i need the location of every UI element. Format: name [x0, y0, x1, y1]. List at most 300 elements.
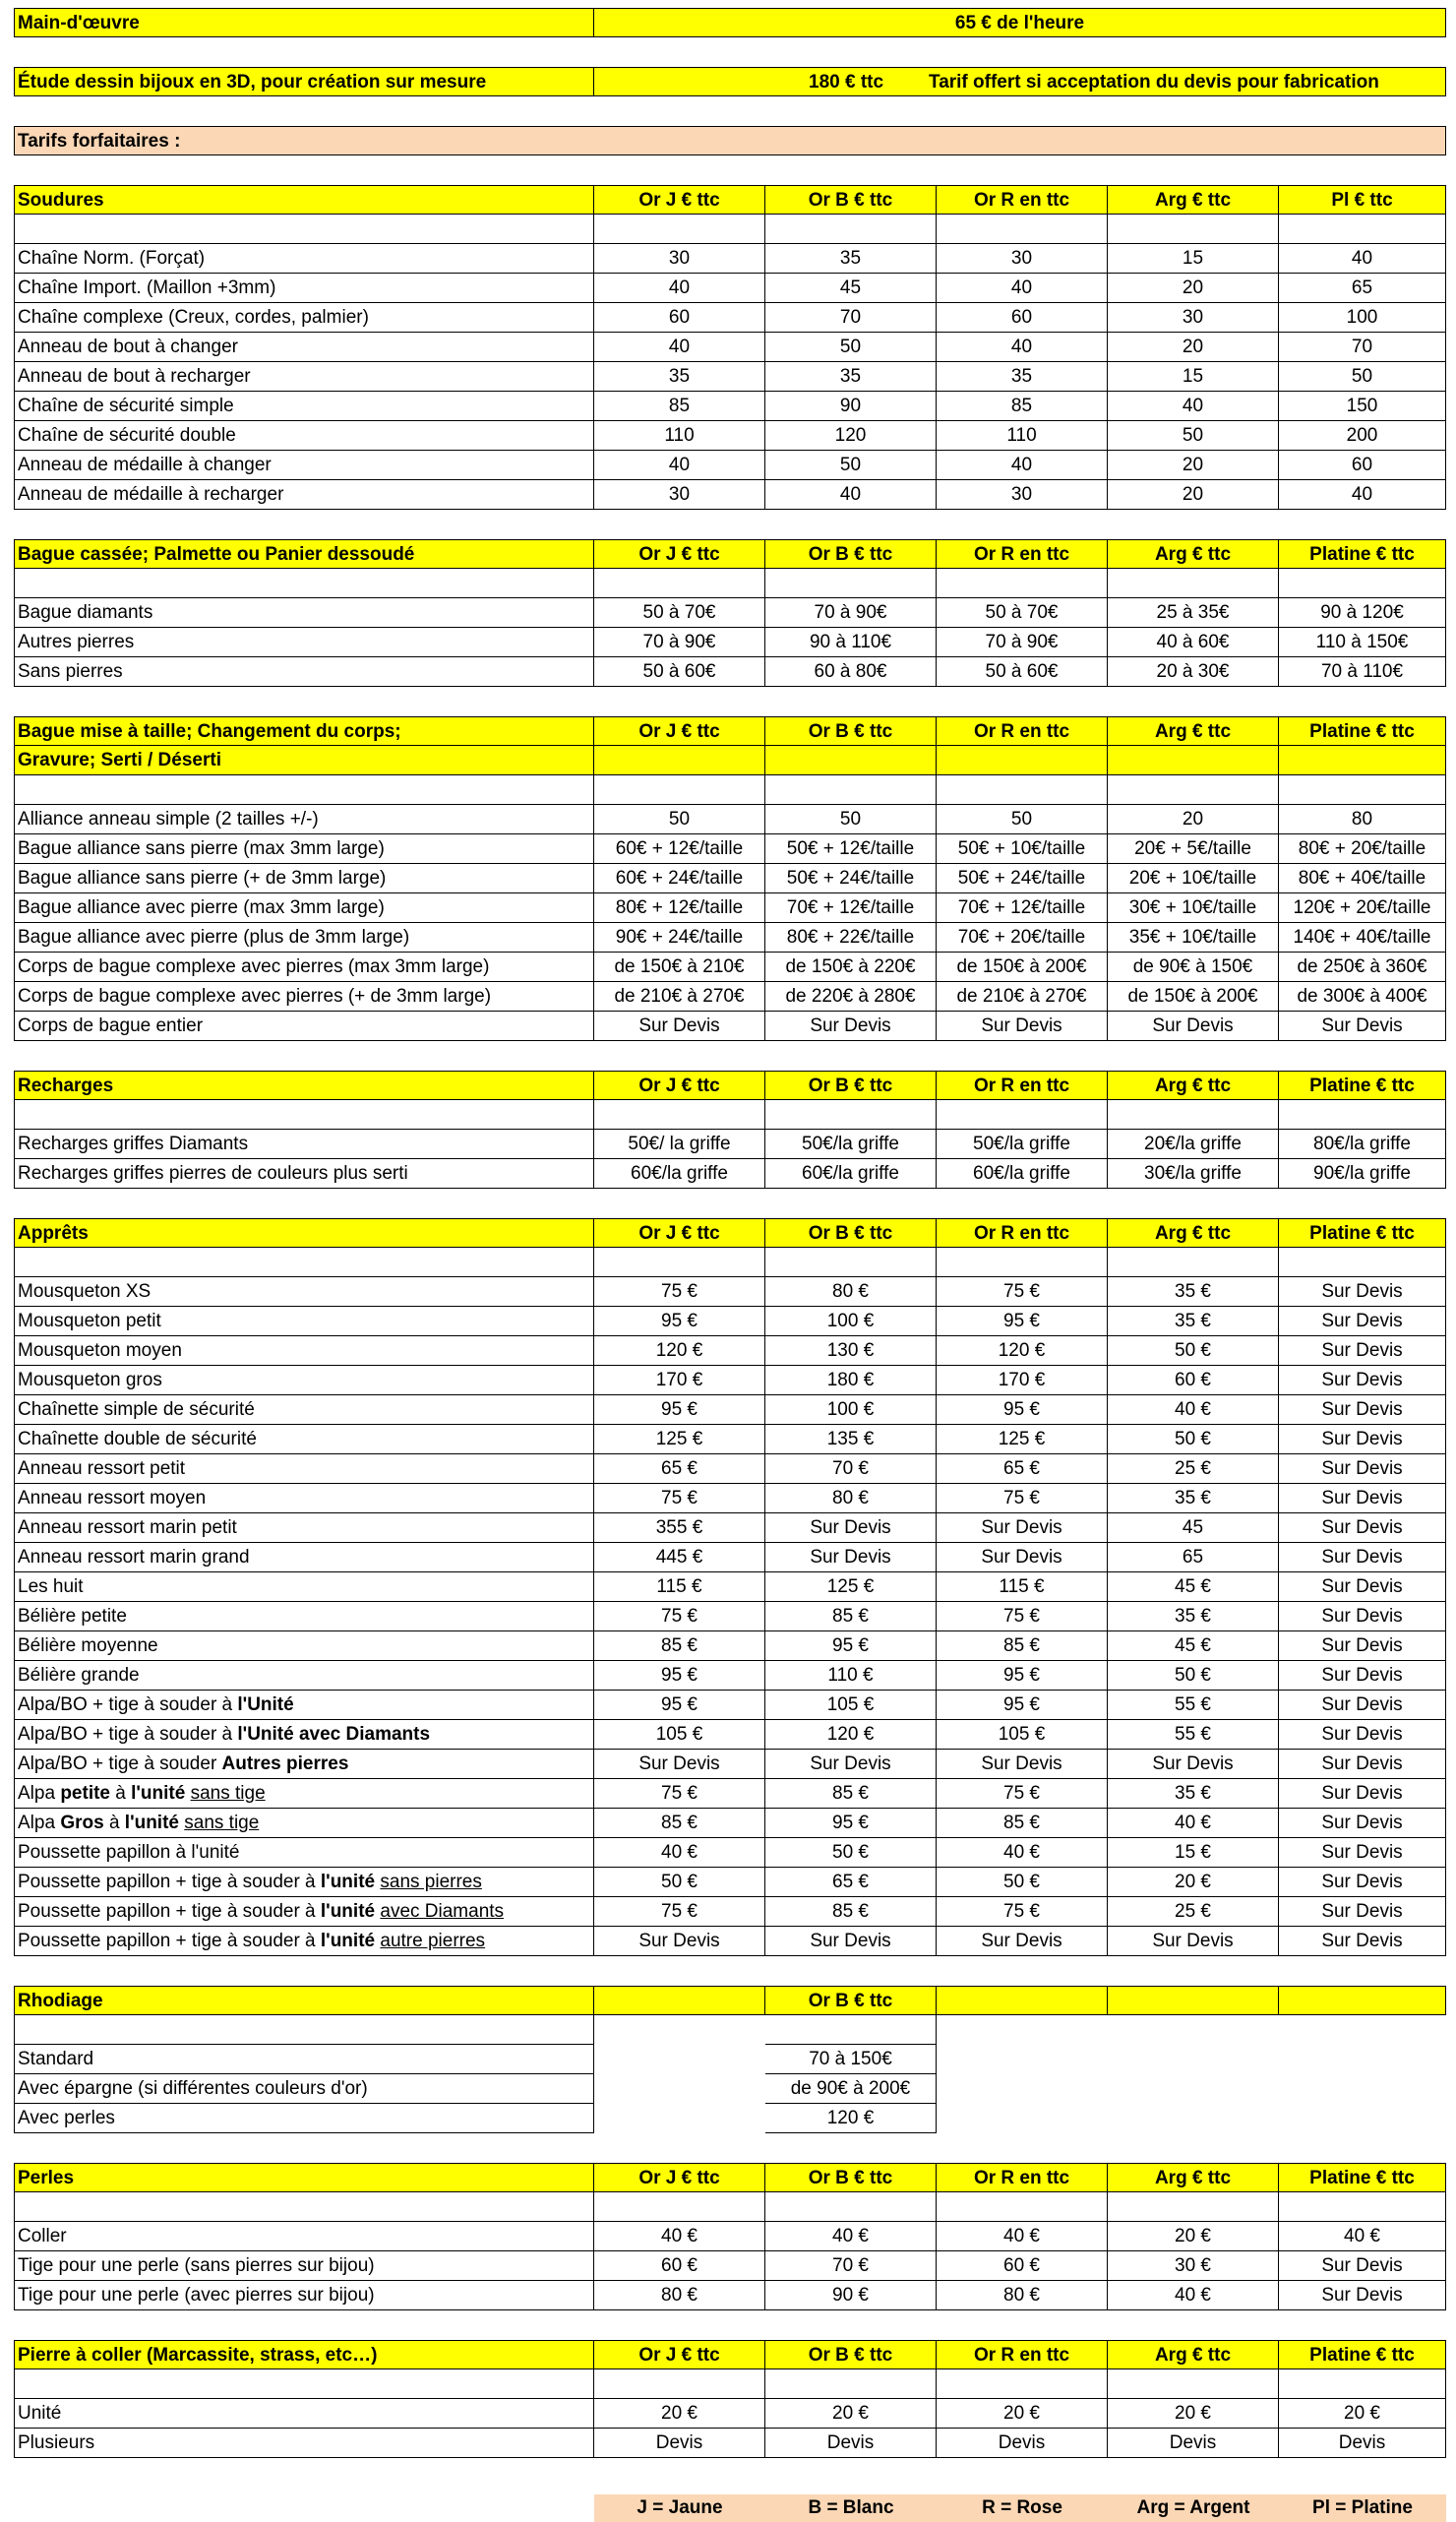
row-label: Anneau de médaille à recharger — [14, 480, 594, 510]
table-row — [14, 1543, 1446, 1572]
price-cell: 100 € — [765, 1395, 937, 1425]
table-row — [14, 657, 1446, 687]
price-cell: 40 € — [594, 1838, 765, 1868]
price-cell: Sur Devis — [1279, 1868, 1446, 1897]
row-label: Bague alliance sans pierre (max 3mm large) — [14, 834, 594, 864]
spacer — [14, 510, 1446, 539]
table-row — [14, 1631, 1446, 1661]
row-label: Chaîne de sécurité simple — [14, 392, 594, 421]
price-cell: 75 € — [594, 1897, 765, 1927]
price-cell: 30 — [594, 480, 765, 510]
price-cell: 65 — [1108, 1543, 1279, 1572]
apprets-col-1: Or J € ttc — [594, 1218, 765, 1248]
etude-note: Tarif offert si acceptation du devis pour fabrication — [929, 72, 1379, 92]
price-cell: 50€/ la griffe — [594, 1130, 765, 1159]
empty-cell — [1279, 569, 1446, 598]
price-cell: 125 € — [765, 1572, 937, 1602]
empty-cell — [765, 215, 937, 244]
price-cell: 125 € — [594, 1425, 765, 1454]
price-cell: 20 € — [937, 2399, 1108, 2429]
empty-cell — [1108, 1248, 1279, 1277]
price-cell: 50 € — [594, 1868, 765, 1897]
apprets-col-4: Arg € ttc — [1108, 1218, 1279, 1248]
price-cell: de 150€ à 200€ — [1108, 982, 1279, 1012]
price-cell: 55 € — [1108, 1691, 1279, 1720]
price-cell: 30€ + 10€/taille — [1108, 893, 1279, 923]
price-cell: 75 € — [937, 1897, 1108, 1927]
table-row — [14, 1661, 1446, 1691]
price-cell: 90 à 110€ — [765, 628, 937, 657]
empty-cell — [937, 1248, 1108, 1277]
empty-cell — [1108, 1100, 1279, 1130]
spacer — [14, 96, 1446, 126]
price-cell: 50 à 70€ — [594, 598, 765, 628]
spacer — [14, 1956, 1446, 1986]
table-row — [14, 333, 1446, 362]
row-label: Corps de bague complexe avec pierres (max 3mm large) — [14, 953, 594, 982]
rhodiage-title: Rhodiage — [14, 1986, 594, 2015]
table-row — [14, 1720, 1446, 1750]
price-cell: Devis — [594, 2429, 765, 2458]
table-row — [14, 1012, 1446, 1041]
table-row — [14, 2429, 1446, 2458]
price-cell: 20 — [1108, 451, 1279, 480]
spacer — [14, 37, 1446, 67]
price-cell: 60 — [594, 303, 765, 333]
price-cell: 110 — [937, 421, 1108, 451]
table-row — [14, 2045, 1446, 2074]
price-cell: 80€/la griffe — [1279, 1130, 1446, 1159]
price-cell: 50€ + 24€/taille — [937, 864, 1108, 893]
price-cell: 80€ + 20€/taille — [1279, 834, 1446, 864]
table-row — [14, 2074, 1446, 2104]
price-cell: Sur Devis — [1279, 1572, 1446, 1602]
price-cell: 115 € — [594, 1572, 765, 1602]
price-cell: 85 — [594, 392, 765, 421]
empty-cell — [937, 2192, 1108, 2222]
price-cell: 125 € — [937, 1425, 1108, 1454]
row-label: Bélière petite — [14, 1602, 594, 1631]
price-cell: Devis — [1108, 2429, 1279, 2458]
price-cell: 50 — [1108, 421, 1279, 451]
row-label: Mousqueton gros — [14, 1366, 594, 1395]
price-cell: 80 € — [765, 1277, 937, 1307]
price-cell: Sur Devis — [937, 1543, 1108, 1572]
table-row — [14, 1868, 1446, 1897]
table-row — [14, 2251, 1446, 2281]
price-cell: 135 € — [765, 1425, 937, 1454]
legend-item: R = Rose — [982, 2497, 1062, 2518]
perles-title: Perles — [14, 2163, 594, 2192]
price-cell: 50 — [765, 805, 937, 834]
price-cell: Sur Devis — [1279, 2281, 1446, 2310]
empty-cell — [1279, 2192, 1446, 2222]
price-cell: Sur Devis — [1279, 1720, 1446, 1750]
empty-cell — [594, 1100, 765, 1130]
table-row — [14, 392, 1446, 421]
spacer — [14, 1041, 1446, 1071]
price-cell: 110 € — [765, 1661, 937, 1691]
bague_cassee-col-4: Arg € ttc — [1108, 539, 1279, 569]
table-row — [14, 2104, 1446, 2133]
price-cell: 110 à 150€ — [1279, 628, 1446, 657]
recharges-col-1: Or J € ttc — [594, 1071, 765, 1100]
row-label: Recharges griffes Diamants — [14, 1130, 594, 1159]
empty-cell — [1108, 215, 1279, 244]
empty-cell — [1108, 775, 1279, 805]
price-cell: 120 € — [765, 2104, 937, 2133]
row-label: Bague diamants — [14, 598, 594, 628]
forfaits-label: Tarifs forfaitaires : — [14, 126, 1446, 155]
price-cell: 40 € — [1108, 1395, 1279, 1425]
price-cell: 65 € — [765, 1868, 937, 1897]
price-cell: 50 — [937, 805, 1108, 834]
soudures-header — [14, 185, 1446, 215]
row-label: Anneau ressort marin grand — [14, 1543, 594, 1572]
row-label: Tige pour une perle (avec pierres sur bijou) — [14, 2281, 594, 2310]
recharges-col-2: Or B € ttc — [765, 1071, 937, 1100]
price-cell: 105 € — [594, 1720, 765, 1750]
price-cell: de 150€ à 210€ — [594, 953, 765, 982]
price-cell: 60 à 80€ — [765, 657, 937, 687]
empty-cell — [937, 1100, 1108, 1130]
row-label: Sans pierres — [14, 657, 594, 687]
empty-cell — [1279, 1248, 1446, 1277]
empty-row — [14, 2369, 1446, 2399]
price-cell: 60 — [1279, 451, 1446, 480]
mise_a_taille-col-blank — [1108, 746, 1279, 775]
price-cell: 120 — [765, 421, 937, 451]
pierre_coller-col-4: Arg € ttc — [1108, 2340, 1279, 2369]
perles-col-4: Arg € ttc — [1108, 2163, 1279, 2192]
table-row — [14, 1927, 1446, 1956]
price-cell: 45 — [1108, 1513, 1279, 1543]
spacer — [14, 2133, 1446, 2163]
mise_a_taille-col-blank — [1279, 746, 1446, 775]
price-cell: Sur Devis — [937, 1927, 1108, 1956]
row-label: Autres pierres — [14, 628, 594, 657]
price-cell: 85 € — [765, 1897, 937, 1927]
table-row — [14, 303, 1446, 333]
empty-cell — [1279, 1100, 1446, 1130]
price-cell: 20 — [1108, 480, 1279, 510]
price-cell: 60€/la griffe — [765, 1159, 937, 1189]
spacer — [14, 155, 1446, 185]
price-cell: 50€/la griffe — [937, 1130, 1108, 1159]
perles-header — [14, 2163, 1446, 2192]
price-cell: 40 — [1279, 480, 1446, 510]
price-cell: de 210€ à 270€ — [937, 982, 1108, 1012]
rhodiage-col-blank — [1279, 1986, 1446, 2015]
price-cell: 105 € — [937, 1720, 1108, 1750]
price-cell: de 210€ à 270€ — [594, 982, 765, 1012]
price-cell: Sur Devis — [594, 1012, 765, 1041]
price-cell: 115 € — [937, 1572, 1108, 1602]
table-row — [14, 2399, 1446, 2429]
price-cell: 35 € — [1108, 1484, 1279, 1513]
price-cell: 40 — [937, 451, 1108, 480]
price-cell: Sur Devis — [765, 1927, 937, 1956]
price-cell: 75 € — [594, 1277, 765, 1307]
pierre_coller-col-1: Or J € ttc — [594, 2340, 765, 2369]
price-cell: 95 € — [937, 1691, 1108, 1720]
empty-cell — [937, 215, 1108, 244]
table-row — [14, 1277, 1446, 1307]
price-cell: 50 € — [1108, 1661, 1279, 1691]
row-label: Alpa petite à l'unité sans tige — [14, 1779, 594, 1809]
table-row — [14, 1336, 1446, 1366]
table-row — [14, 451, 1446, 480]
row-label: Chaîne de sécurité double — [14, 421, 594, 451]
price-cell: Sur Devis — [1279, 1395, 1446, 1425]
row-label: Chaîne Norm. (Forçat) — [14, 244, 594, 274]
price-cell: Sur Devis — [1279, 1750, 1446, 1779]
mise_a_taille-header — [14, 716, 1446, 746]
price-cell: 40 — [594, 274, 765, 303]
price-cell: 355 € — [594, 1513, 765, 1543]
forfaits-row — [14, 126, 1446, 155]
price-cell: 35 — [765, 244, 937, 274]
bague_cassee-title: Bague cassée; Palmette ou Panier dessoudé — [14, 539, 594, 569]
bague_cassee-col-2: Or B € ttc — [765, 539, 937, 569]
row-label: Anneau de bout à changer — [14, 333, 594, 362]
price-cell: 170 € — [937, 1366, 1108, 1395]
price-cell: 30 — [937, 244, 1108, 274]
rhodiage-header — [14, 1986, 1446, 2015]
table-row — [14, 362, 1446, 392]
price-cell: 80 — [1279, 805, 1446, 834]
price-cell: 60 — [937, 303, 1108, 333]
empty-cell — [594, 569, 765, 598]
empty-row — [14, 1248, 1446, 1277]
price-cell: Sur Devis — [1279, 1661, 1446, 1691]
etude-price: 180 € ttc — [809, 72, 884, 92]
price-cell: Sur Devis — [765, 1513, 937, 1543]
price-cell: 80 € — [594, 2281, 765, 2310]
table-row — [14, 1307, 1446, 1336]
price-cell: 30 — [937, 480, 1108, 510]
row-label: Avec épargne (si différentes couleurs d'or) — [14, 2074, 594, 2104]
price-cell: Sur Devis — [1279, 1691, 1446, 1720]
row-label: Bague alliance avec pierre (plus de 3mm large) — [14, 923, 594, 953]
price-cell: 70 à 90€ — [937, 628, 1108, 657]
table-row — [14, 1484, 1446, 1513]
row-label: Unité — [14, 2399, 594, 2429]
row-label: Bague alliance avec pierre (max 3mm large) — [14, 893, 594, 923]
price-cell: 40 — [765, 480, 937, 510]
apprets-col-2: Or B € ttc — [765, 1218, 937, 1248]
price-cell: 45 € — [1108, 1631, 1279, 1661]
empty-cell — [1279, 775, 1446, 805]
legend-item: Pl = Platine — [1312, 2497, 1413, 2518]
row-label: Mousqueton moyen — [14, 1336, 594, 1366]
price-cell: Sur Devis — [1279, 1897, 1446, 1927]
empty-row — [14, 569, 1446, 598]
price-cell: 40 € — [937, 2222, 1108, 2251]
price-cell: 90 — [765, 392, 937, 421]
price-cell: 40 — [937, 333, 1108, 362]
price-cell: 445 € — [594, 1543, 765, 1572]
table-row — [14, 1513, 1446, 1543]
row-label: Poussette papillon à l'unité — [14, 1838, 594, 1868]
etude-value — [594, 67, 1446, 96]
price-cell: 40 — [1279, 244, 1446, 274]
price-cell: 70 à 150€ — [765, 2045, 937, 2074]
price-cell: 80€ + 12€/taille — [594, 893, 765, 923]
etude-label: Étude dessin bijoux en 3D, pour création sur mesure — [14, 67, 594, 96]
pierre_coller-title: Pierre à coller (Marcassite, strass, etc…) — [14, 2340, 594, 2369]
mise_a_taille-col-blank — [937, 746, 1108, 775]
main-oeuvre-label: Main-d'œuvre — [14, 8, 594, 37]
rhodiage-col-blank — [1108, 1986, 1279, 2015]
bague_cassee-col-3: Or R en ttc — [937, 539, 1108, 569]
price-cell: 30 — [594, 244, 765, 274]
price-cell: 20 — [1108, 805, 1279, 834]
table-row — [14, 1159, 1446, 1189]
table-row — [14, 893, 1446, 923]
price-cell: 95 € — [937, 1307, 1108, 1336]
price-cell: 35 — [765, 362, 937, 392]
price-cell: 100 — [1279, 303, 1446, 333]
table-row — [14, 480, 1446, 510]
recharges-title: Recharges — [14, 1071, 594, 1100]
row-label: Bélière grande — [14, 1661, 594, 1691]
table-row — [14, 421, 1446, 451]
price-cell: 75 € — [937, 1602, 1108, 1631]
table-row — [14, 1779, 1446, 1809]
price-cell: 40 à 60€ — [1108, 628, 1279, 657]
price-cell: 95 € — [765, 1631, 937, 1661]
price-cell: 90 à 120€ — [1279, 598, 1446, 628]
price-cell: 70 — [765, 303, 937, 333]
row-label: Anneau de bout à recharger — [14, 362, 594, 392]
table-row — [14, 598, 1446, 628]
mise_a_taille-col-3: Or R en ttc — [937, 716, 1108, 746]
row-label: Alpa/BO + tige à souder à l'Unité — [14, 1691, 594, 1720]
price-cell: 95 € — [594, 1691, 765, 1720]
price-cell: 105 € — [765, 1691, 937, 1720]
soudures-title: Soudures — [14, 185, 594, 215]
price-cell: 80 € — [765, 1484, 937, 1513]
empty-cell — [937, 775, 1108, 805]
rhodiage-col-blank — [594, 1986, 765, 2015]
price-cell: 35 € — [1108, 1307, 1279, 1336]
pierre_coller-header — [14, 2340, 1446, 2369]
price-cell: de 250€ à 360€ — [1279, 953, 1446, 982]
mise_a_taille-col-4: Arg € ttc — [1108, 716, 1279, 746]
price-cell: Sur Devis — [1279, 2251, 1446, 2281]
price-cell: Sur Devis — [1279, 1631, 1446, 1661]
table-row — [14, 923, 1446, 953]
price-cell: Sur Devis — [765, 1012, 937, 1041]
bague_cassee-col-5: Platine € ttc — [1279, 539, 1446, 569]
price-cell: 95 € — [594, 1307, 765, 1336]
soudures-col-5: Pl € ttc — [1279, 185, 1446, 215]
price-cell: 50€ + 24€/taille — [765, 864, 937, 893]
price-cell: 80 € — [937, 2281, 1108, 2310]
table-row — [14, 1838, 1446, 1868]
price-cell: 40 € — [1108, 1809, 1279, 1838]
apprets-col-3: Or R en ttc — [937, 1218, 1108, 1248]
row-label: Standard — [14, 2045, 594, 2074]
price-cell: 70 — [1279, 333, 1446, 362]
price-cell: 20 à 30€ — [1108, 657, 1279, 687]
perles-col-1: Or J € ttc — [594, 2163, 765, 2192]
price-cell: 130 € — [765, 1336, 937, 1366]
pierre_coller-col-3: Or R en ttc — [937, 2340, 1108, 2369]
price-cell: Sur Devis — [1279, 1779, 1446, 1809]
price-cell: 40 — [594, 451, 765, 480]
price-cell: Sur Devis — [937, 1750, 1108, 1779]
price-cell: 50 — [765, 333, 937, 362]
price-cell: 50 — [1279, 362, 1446, 392]
price-cell: 70€ + 12€/taille — [937, 893, 1108, 923]
price-cell: 40 € — [765, 2222, 937, 2251]
price-cell: 70 à 110€ — [1279, 657, 1446, 687]
price-cell: 85 € — [937, 1631, 1108, 1661]
price-cell: 95 € — [594, 1661, 765, 1691]
recharges-col-3: Or R en ttc — [937, 1071, 1108, 1100]
price-cell: 20 € — [1108, 1868, 1279, 1897]
empty-cell — [765, 2369, 937, 2399]
price-cell: 75 € — [594, 1484, 765, 1513]
price-cell: 110 — [594, 421, 765, 451]
price-cell: 85 € — [937, 1809, 1108, 1838]
price-cell: 75 € — [594, 1779, 765, 1809]
price-cell: Sur Devis — [1279, 1425, 1446, 1454]
row-label: Coller — [14, 2222, 594, 2251]
row-label: Alpa/BO + tige à souder à l'Unité avec Diamants — [14, 1720, 594, 1750]
price-cell: 50 € — [1108, 1425, 1279, 1454]
soudures-col-3: Or R en ttc — [937, 185, 1108, 215]
mise_a_taille-col-blank — [765, 746, 937, 775]
price-cell: 60€ + 12€/taille — [594, 834, 765, 864]
price-cell: 35 — [937, 362, 1108, 392]
price-cell: 90 € — [765, 2281, 937, 2310]
price-cell: 85 € — [765, 1602, 937, 1631]
price-cell: 70 à 90€ — [765, 598, 937, 628]
price-cell: 35 € — [1108, 1602, 1279, 1631]
price-cell: 75 € — [937, 1779, 1108, 1809]
price-cell: 50 à 60€ — [594, 657, 765, 687]
price-cell: 50 € — [1108, 1336, 1279, 1366]
apprets-col-5: Platine € ttc — [1279, 1218, 1446, 1248]
price-cell: 50 € — [765, 1838, 937, 1868]
empty-cell — [765, 2192, 937, 2222]
price-cell: 170 € — [594, 1366, 765, 1395]
empty-cell — [594, 215, 765, 244]
price-cell: 25 € — [1108, 1897, 1279, 1927]
row-label: Chaînette simple de sécurité — [14, 1395, 594, 1425]
pierre_coller-col-5: Platine € ttc — [1279, 2340, 1446, 2369]
price-cell: 120 € — [765, 1720, 937, 1750]
price-cell: 20 — [1108, 274, 1279, 303]
price-cell: 40 € — [1279, 2222, 1446, 2251]
price-cell: 120 € — [937, 1336, 1108, 1366]
table-row — [14, 244, 1446, 274]
empty-cell — [1279, 2369, 1446, 2399]
price-cell: 95 € — [765, 1809, 937, 1838]
etude-row — [14, 67, 1446, 96]
row-label: Corps de bague complexe avec pierres (+ de 3mm large) — [14, 982, 594, 1012]
empty-cell — [937, 569, 1108, 598]
mise_a_taille-title2: Gravure; Serti / Déserti — [14, 746, 594, 775]
soudures-col-4: Arg € ttc — [1108, 185, 1279, 215]
row-label: Chaîne Import. (Maillon +3mm) — [14, 274, 594, 303]
price-cell: 90€/la griffe — [1279, 1159, 1446, 1189]
table-row — [14, 864, 1446, 893]
table-row — [14, 1454, 1446, 1484]
